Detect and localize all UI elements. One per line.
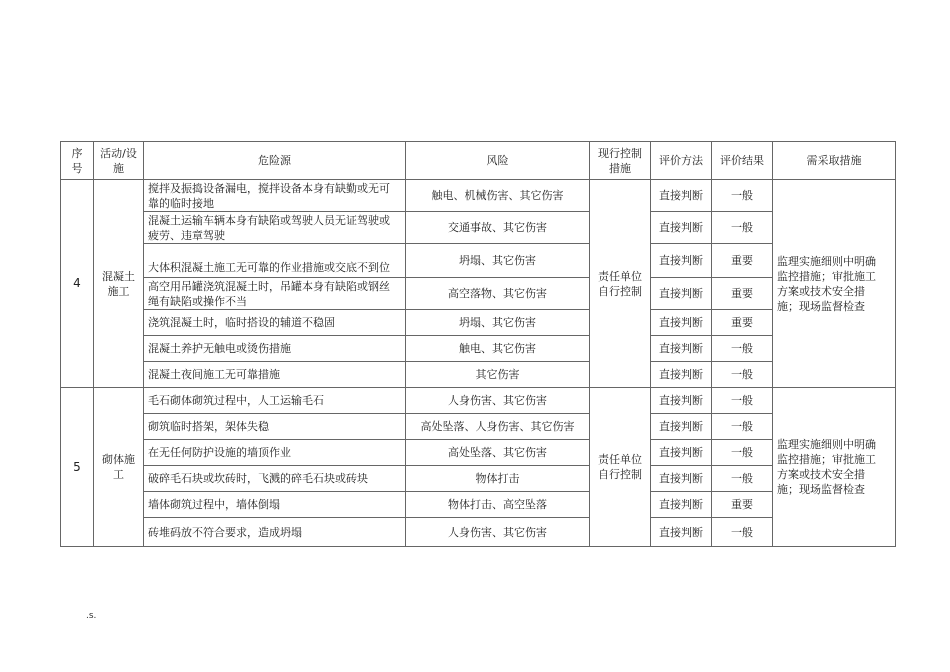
method-cell: 直接判断 [651, 336, 712, 362]
header-row [61, 142, 896, 180]
risk-cell: 坍塌、其它伤害 [406, 244, 590, 278]
header-risk: 风险 [406, 142, 590, 180]
risk-cell: 人身伤害、其它伤害 [406, 388, 590, 414]
hazard-cell: 毛石砌体砌筑过程中，人工运输毛石 [144, 388, 406, 414]
hazard-cell: 砌筑临时搭架，架体失稳 [144, 414, 406, 440]
risk-cell: 高处坠落、其它伤害 [406, 440, 590, 466]
risk-cell: 触电、机械伤害、其它伤害 [406, 180, 590, 212]
group-measures: 监理实施细则中明确 监控措施；审批施工 方案或技术安全措 施；现场监督检查 [773, 388, 896, 547]
group-control: 责任单位 自行控制 [590, 388, 651, 547]
result-cell: 重要 [712, 310, 773, 336]
hazard-cell: 混凝土运输车辆本身有缺陷或驾驶人员无证驾驶或 疲劳、违章驾驶 [144, 212, 406, 244]
table-row [61, 336, 896, 362]
hazard-cell: 浇筑混凝土时，临时搭设的辅道不稳固 [144, 310, 406, 336]
result-cell: 重要 [712, 278, 773, 310]
risk-cell: 交通事故、其它伤害 [406, 212, 590, 244]
risk-cell: 其它伤害 [406, 362, 590, 388]
group-activity: 砌体施 工 [94, 388, 144, 547]
result-cell: 一般 [712, 440, 773, 466]
hazard-cell: 破碎毛石块或坎砖时，飞溅的碎毛石块或砖块 [144, 466, 406, 492]
table-row [61, 518, 896, 547]
hazard-cell: 在无任何防护设施的墙顶作业 [144, 440, 406, 466]
method-cell: 直接判断 [651, 518, 712, 547]
result-cell: 一般 [712, 414, 773, 440]
method-cell: 直接判断 [651, 492, 712, 518]
group-control: 责任单位 自行控制 [590, 180, 651, 388]
table-row [61, 212, 896, 244]
risk-cell: 坍塌、其它伤害 [406, 310, 590, 336]
group-no: 4 [61, 180, 94, 388]
risk-cell: 高空落物、其它伤害 [406, 278, 590, 310]
result-cell: 一般 [712, 212, 773, 244]
header-method: 评价方法 [651, 142, 712, 180]
table-row [61, 492, 896, 518]
hazard-cell: 墙体砌筑过程中，墙体倒塌 [144, 492, 406, 518]
hazard-cell: 砖堆码放不符合要求，造成坍塌 [144, 518, 406, 547]
footer-mark: .s. [86, 611, 97, 621]
method-cell: 直接判断 [651, 310, 712, 336]
result-cell: 重要 [712, 492, 773, 518]
result-cell: 重要 [712, 244, 773, 278]
table-row [61, 244, 896, 278]
risk-assessment-table [60, 141, 896, 547]
risk-cell: 物体打击、高空坠落 [406, 492, 590, 518]
result-cell: 一般 [712, 388, 773, 414]
result-cell: 一般 [712, 466, 773, 492]
method-cell: 直接判断 [651, 466, 712, 492]
header-no: 序 号 [61, 142, 94, 180]
method-cell: 直接判断 [651, 440, 712, 466]
method-cell: 直接判断 [651, 180, 712, 212]
table-row [61, 362, 896, 388]
result-cell: 一般 [712, 336, 773, 362]
header-control: 现行控制 措施 [590, 142, 651, 180]
hazard-cell: 混凝土夜间施工无可靠措施 [144, 362, 406, 388]
hazard-cell: 搅拌及振捣设备漏电，搅拌设备本身有缺勤或无可 靠的临时接地 [144, 180, 406, 212]
method-cell: 直接判断 [651, 278, 712, 310]
header-hazard: 危险源 [144, 142, 406, 180]
result-cell: 一般 [712, 180, 773, 212]
group-no: 5 [61, 388, 94, 547]
method-cell: 直接判断 [651, 212, 712, 244]
table-row [61, 440, 896, 466]
table-row [61, 414, 896, 440]
hazard-cell: 高空用吊罐浇筑混凝土时，吊罐本身有缺陷或钢丝 绳有缺陷或操作不当 [144, 278, 406, 310]
table-row [61, 310, 896, 336]
table-row [61, 180, 896, 212]
method-cell: 直接判断 [651, 388, 712, 414]
table-row [61, 466, 896, 492]
risk-cell: 高处坠落、人身伤害、其它伤害 [406, 414, 590, 440]
result-cell: 一般 [712, 362, 773, 388]
risk-cell: 触电、其它伤害 [406, 336, 590, 362]
group-activity: 混凝土 施工 [94, 180, 144, 388]
method-cell: 直接判断 [651, 362, 712, 388]
risk-cell: 人身伤害、其它伤害 [406, 518, 590, 547]
risk-cell: 物体打击 [406, 466, 590, 492]
header-result: 评价结果 [712, 142, 773, 180]
header-measures: 需采取措施 [773, 142, 896, 180]
hazard-cell: 大体积混凝土施工无可靠的作业措施或交底不到位 [144, 244, 406, 278]
header-activity: 活动/设 施 [94, 142, 144, 180]
result-cell: 一般 [712, 518, 773, 547]
method-cell: 直接判断 [651, 414, 712, 440]
table-row [61, 388, 896, 414]
hazard-cell: 混凝土养护无触电或烫伤措施 [144, 336, 406, 362]
method-cell: 直接判断 [651, 244, 712, 278]
group-measures: 监理实施细则中明确 监控措施；审批施工 方案或技术安全措 施；现场监督检查 [773, 180, 896, 388]
table-row [61, 278, 896, 310]
